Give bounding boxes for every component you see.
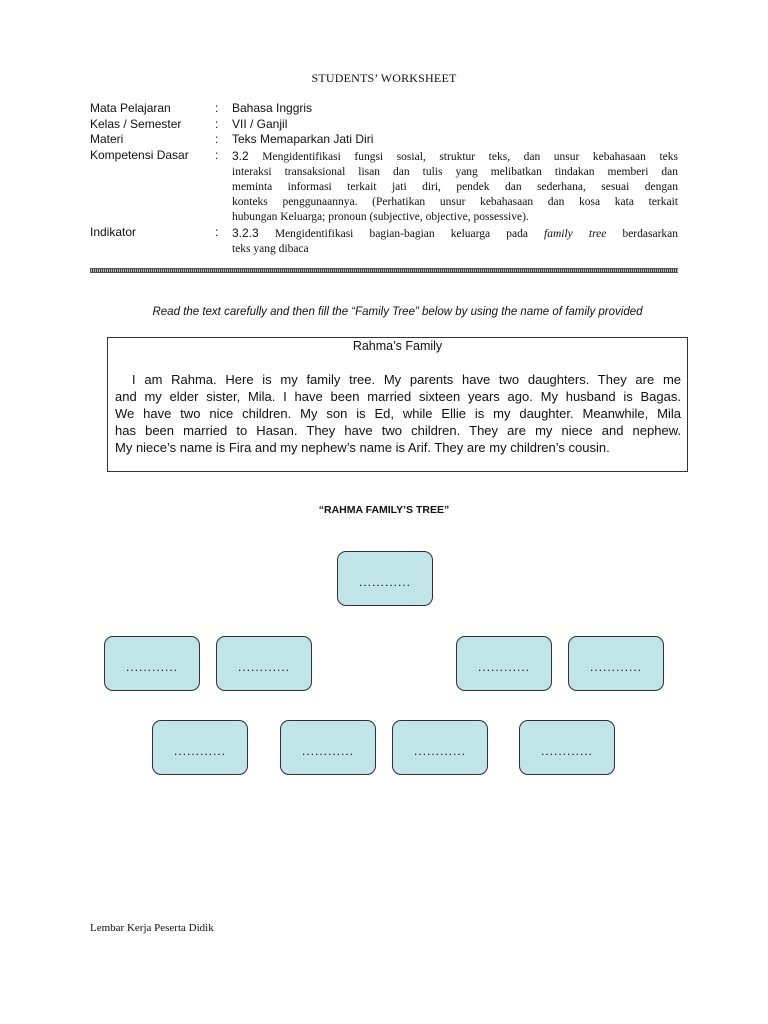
reading-line: has been married to Hasan. They have two children. They are my niece and nephew. xyxy=(115,423,681,438)
family-tree-blank-box: ............ xyxy=(519,720,615,775)
reading-line: I am Rahma. Here is my family tree. My parents have two daughters. They are me xyxy=(132,372,681,387)
family-tree-blank-box: ............ xyxy=(392,720,488,775)
info-row-material xyxy=(90,132,678,148)
class-semester-label: Kelas / Semester xyxy=(90,116,182,131)
family-tree-blank-box: ............ xyxy=(456,636,552,691)
basic-competence-line: konteks penggunaannya. (Perhatikan unsur kebahasaan dan kosa kata terkait xyxy=(232,195,678,208)
indicator-number: 3.2.3 xyxy=(232,225,259,240)
family-tree-blank-box: ............ xyxy=(152,720,248,775)
basic-competence-text: Mengidentifikasi fungsi sosial, struktur teks, dan unsur kebahasaan teks xyxy=(262,150,678,163)
basic-competence-line: interaksi transaksional lisan dan tulis yang melibatkan tindakan memberi dan xyxy=(232,165,678,178)
info-row-indicator xyxy=(90,225,678,257)
basic-competence-line: meminta informasi terkait jati diri, pendek dan sederhana, sesuai dengan xyxy=(232,180,678,193)
reading-line: My niece’s name is Fira and my nephew’s name is Arif. They are my children’s cousin. xyxy=(115,440,610,455)
colon: : xyxy=(215,225,219,239)
class-semester-value: VII / Ganjil xyxy=(232,116,288,131)
info-row-class-semester xyxy=(90,117,678,133)
reading-title: Rahma’s Family xyxy=(352,339,443,353)
colon: : xyxy=(215,116,219,131)
basic-competence-number: 3.2 xyxy=(232,148,249,163)
indicator-label: Indikator xyxy=(90,225,137,239)
material-value: Teks Memaparkan Jati Diri xyxy=(232,132,374,146)
indicator-text-end: berdasarkan xyxy=(622,227,679,240)
material-label: Materi xyxy=(90,132,124,146)
family-tree-blank-box: ............ xyxy=(568,636,664,691)
info-row-subject xyxy=(90,101,678,117)
family-tree-blank-box: ............ xyxy=(104,636,200,691)
colon: : xyxy=(215,132,219,146)
reading-line: We have two nice children. My son is Ed, while Ellie is my daughter. Meanwhile, Mila xyxy=(115,406,681,421)
family-tree-blank-box: ............ xyxy=(337,551,433,606)
reading-paragraph xyxy=(115,371,681,456)
indicator-text: Mengidentifikasi bagian-bagian keluarga pada xyxy=(274,227,528,240)
subject-label: Mata Pelajaran xyxy=(90,101,171,115)
indicator-line xyxy=(232,226,678,242)
family-tree-blank-box: ............ xyxy=(216,636,312,691)
indicator-italic-term: family tree xyxy=(544,227,607,240)
basic-competence-value xyxy=(232,149,678,225)
basic-competence-line xyxy=(232,149,678,165)
indicator-line: teks yang dibaca xyxy=(232,242,309,255)
header-separator xyxy=(90,268,678,273)
family-tree-title: “RAHMA FAMILY’S TREE” xyxy=(318,504,450,516)
indicator-value xyxy=(232,226,678,257)
family-tree-blank-box: ............ xyxy=(280,720,376,775)
colon: : xyxy=(215,148,219,162)
reading-text-box xyxy=(107,337,688,472)
basic-competence-line: hubungan Keluarga; pronoun (subjective, objective, possessive). xyxy=(232,210,529,223)
page-footer: Lembar Kerja Peserta Didik xyxy=(90,922,214,934)
info-table xyxy=(90,101,678,257)
subject-value: Bahasa Inggris xyxy=(232,101,313,115)
reading-line: and my elder sister, Mila. I have been married sixteen years ago. My husband is Bagas. xyxy=(115,389,681,404)
colon: : xyxy=(215,101,219,115)
basic-competence-label: Kompetensi Dasar xyxy=(90,148,189,162)
worksheet-title: STUDENTS’ WORKSHEET xyxy=(311,71,457,85)
instruction-text: Read the text carefully and then fill the “Family Tree” below by using the name of family provided xyxy=(152,306,643,318)
info-row-basic-competence xyxy=(90,148,678,225)
